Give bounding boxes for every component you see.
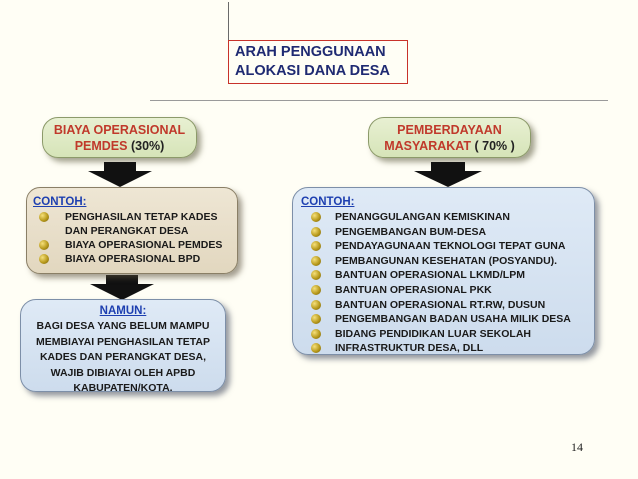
right-header-line-1: PEMBERDAYAAN <box>397 123 502 137</box>
bullet-icon <box>39 240 49 250</box>
bullet-icon <box>39 212 49 222</box>
right-contoh-box <box>292 187 595 355</box>
right-header-percent: ( 70% ) <box>474 139 515 153</box>
bullet-icon <box>311 227 321 237</box>
bullet-icon <box>311 314 321 324</box>
title-line-2: ALOKASI DANA DESA <box>235 63 390 79</box>
namun-label: NAMUN: <box>99 305 147 317</box>
left-down-arrow-1 <box>88 162 152 187</box>
namun-line: BAGI DESA YANG BELUM MAMPU <box>36 320 210 332</box>
namun-box <box>20 299 226 392</box>
left-contoh-list <box>33 210 231 266</box>
left-contoh-box <box>26 187 238 274</box>
list-item: PEMBANGUNAN KESEHATAN (POSYANDU). <box>301 254 588 269</box>
left-header-line-1: BIAYA OPERASIONAL <box>53 123 186 137</box>
left-down-arrow-2 <box>90 275 154 300</box>
page-number: 14 <box>571 440 583 454</box>
bullet-icon <box>311 270 321 280</box>
bullet-icon <box>311 285 321 295</box>
namun-body <box>21 319 225 397</box>
right-contoh-label: CONTOH: <box>301 196 355 208</box>
list-item: INFRASTRUKTUR DESA, DLL <box>301 341 588 356</box>
list-item: BIAYA OPERASIONAL BPD <box>33 252 231 266</box>
list-item: PENANGGULANGAN KEMISKINAN <box>301 210 588 225</box>
list-item: BIDANG PENDIDIKAN LUAR SEKOLAH <box>301 327 588 342</box>
bullet-icon <box>311 343 321 353</box>
right-header-main: MASYARAKAT <box>384 139 472 153</box>
list-item: PENGEMBANGAN BADAN USAHA MILIK DESA <box>301 312 588 327</box>
namun-line: KABUPATEN/KOTA. <box>73 382 173 394</box>
left-contoh-label: CONTOH: <box>33 196 87 208</box>
bullet-icon <box>311 256 321 266</box>
list-item: PENGHASILAN TETAP KADES <box>33 210 231 224</box>
right-down-arrow <box>414 162 482 187</box>
namun-line: MEMBIAYAI PENGHASILAN TETAP <box>35 335 211 348</box>
list-item: DAN PERANGKAT DESA <box>65 225 189 237</box>
namun-line: WAJIB DIBIAYAI OLEH APBD <box>50 366 196 379</box>
list-item: BANTUAN OPERASIONAL PKK <box>301 283 588 298</box>
bullet-icon <box>311 212 321 222</box>
list-item: BANTUAN OPERASIONAL LKMD/LPM <box>301 268 588 283</box>
bullet-icon <box>311 300 321 310</box>
list-item: BIAYA OPERASIONAL PEMDES <box>33 238 231 252</box>
namun-line: KADES DAN PERANGKAT DESA, <box>39 351 207 363</box>
list-item: PENDAYAGUNAAN TEKNOLOGI TEPAT GUNA <box>301 239 588 254</box>
bullet-icon <box>311 241 321 251</box>
left-header-percent: (30%) <box>130 139 165 153</box>
title-line-1: ARAH PENGGUNAAN <box>235 44 386 60</box>
bullet-icon <box>39 254 49 264</box>
list-item: PENGEMBANGAN BUM-DESA <box>301 225 588 240</box>
right-contoh-list <box>301 210 588 356</box>
left-header-main: PEMDES <box>74 139 128 153</box>
list-item: BANTUAN OPERASIONAL RT.RW, DUSUN <box>301 298 588 313</box>
bullet-icon <box>311 329 321 339</box>
